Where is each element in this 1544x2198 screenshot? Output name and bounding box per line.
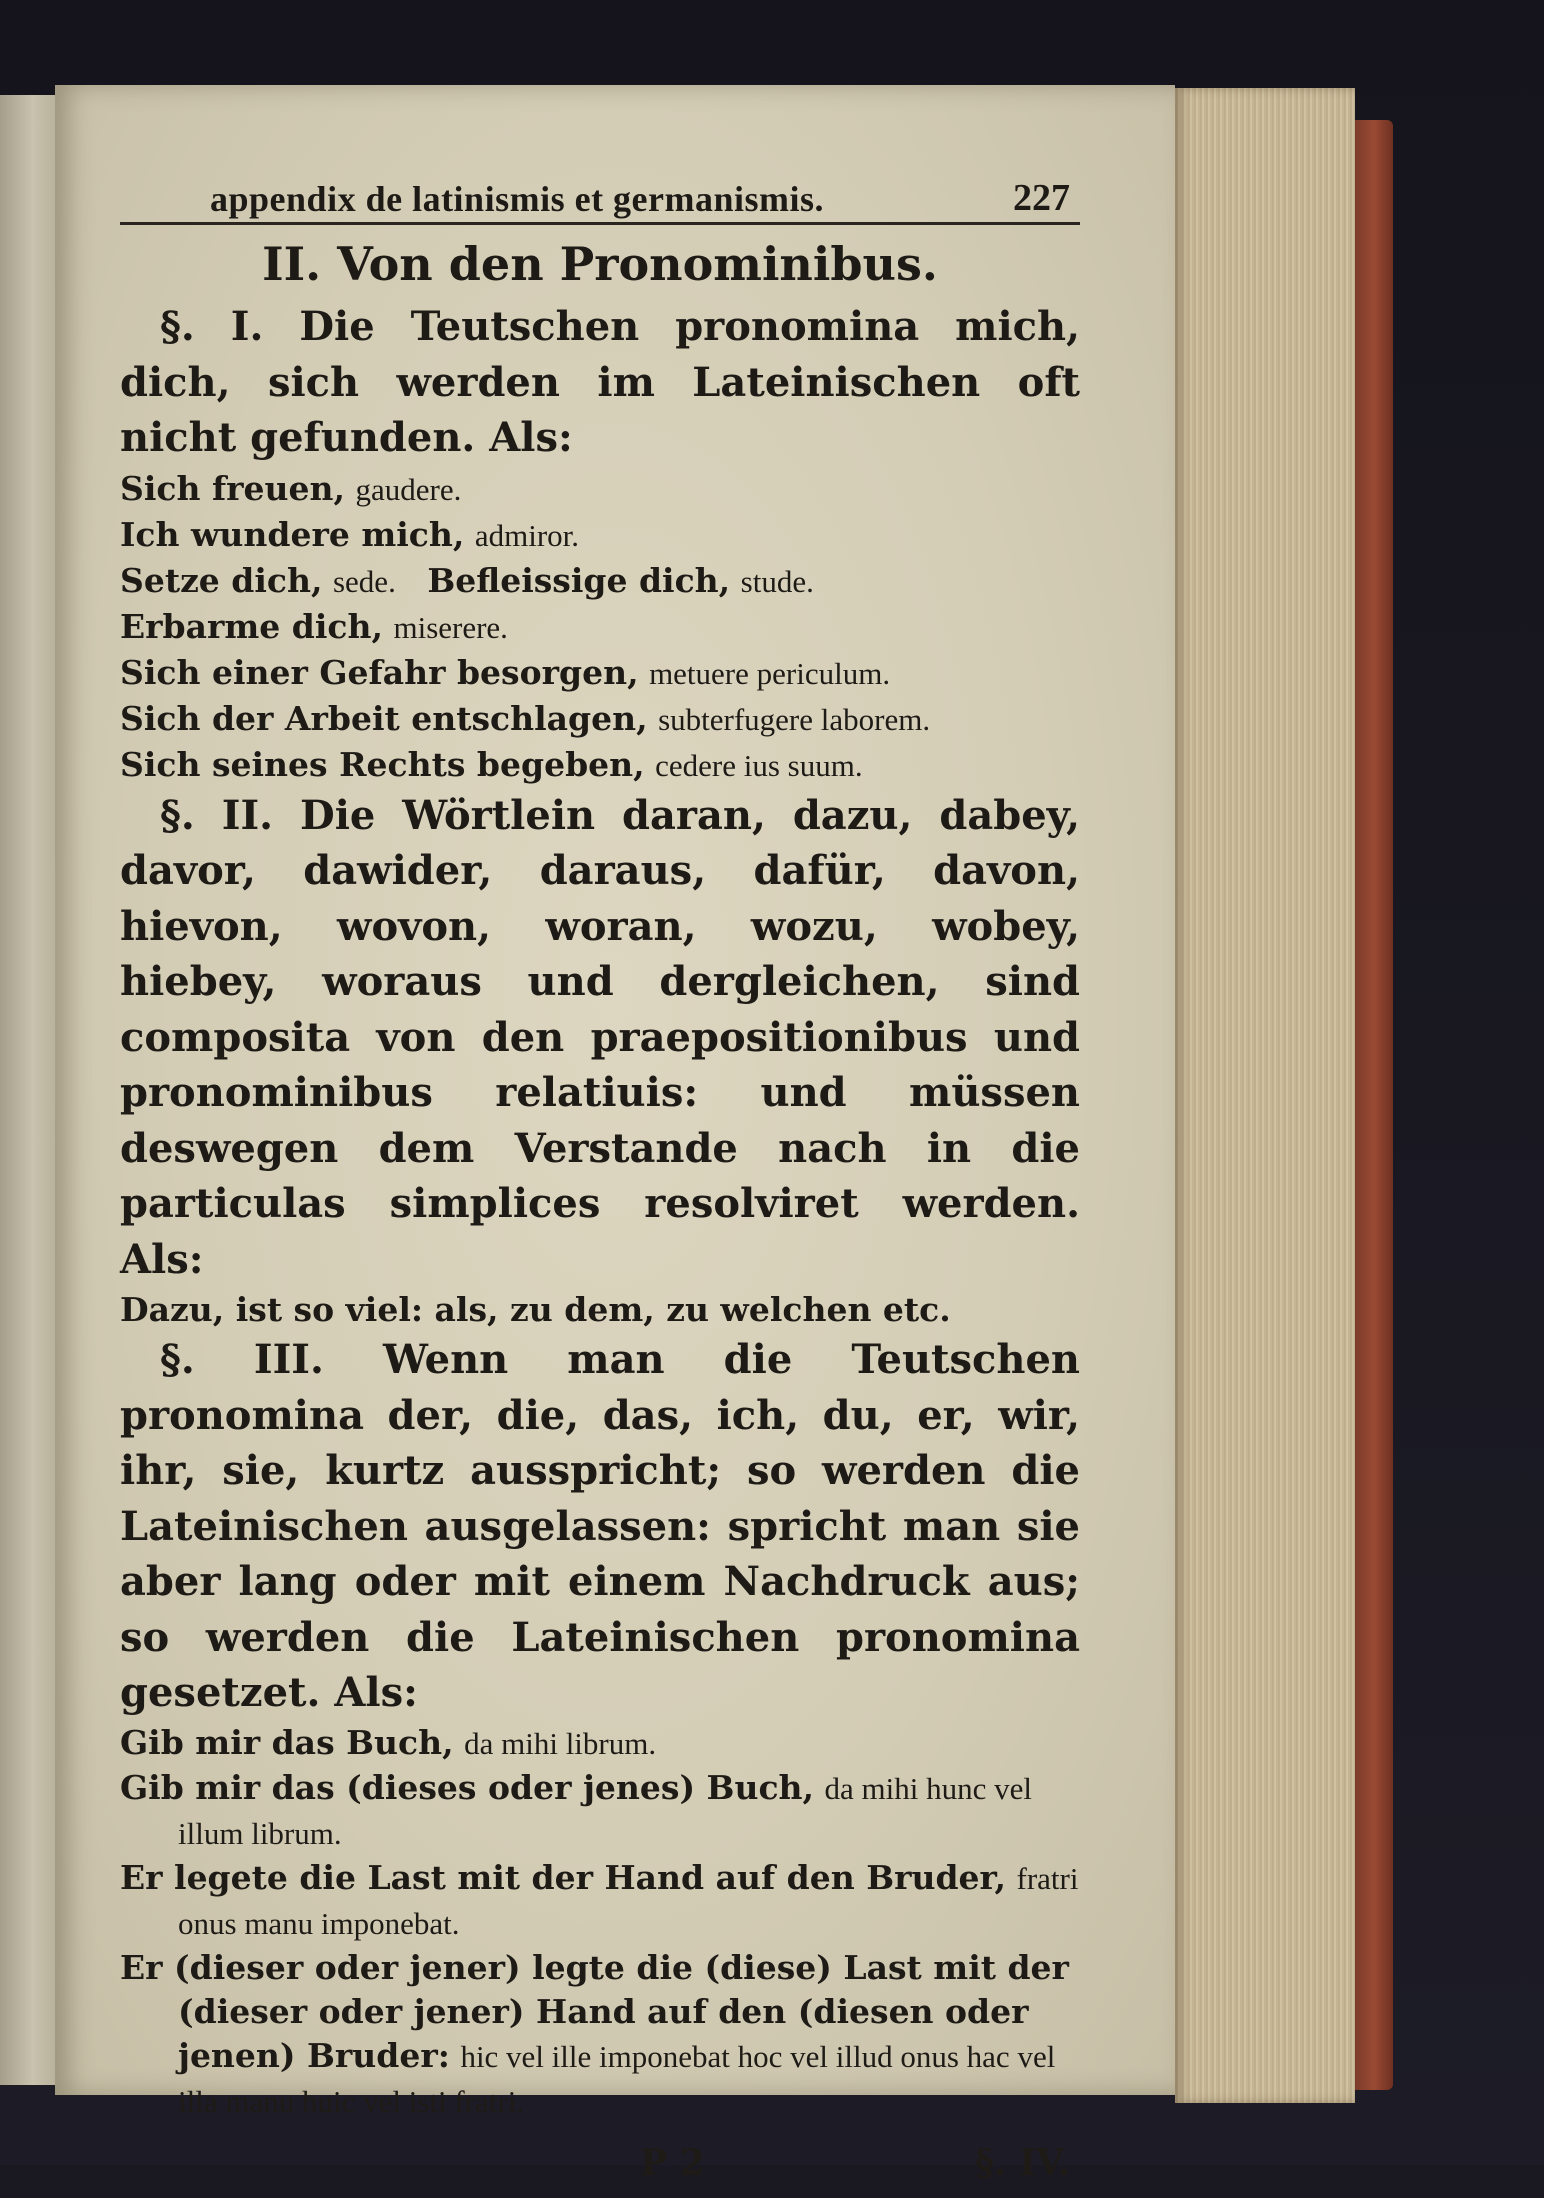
example-line: Sich einer Gefahr besorgen, metuere periculum. — [120, 652, 891, 692]
example-line: Sich der Arbeit entschlagen, subterfugere laborem. — [120, 698, 931, 738]
example-line: Setze dich, sede. Befleissige dich, stude. — [120, 560, 814, 600]
page-block-edges — [1175, 88, 1355, 2103]
page-number: 227 — [1013, 177, 1070, 219]
paragraph-1: §. I. Die Teutschen pronomina mich, dich, sich werden im Lateinischen oft nicht gefunden. Als: — [120, 303, 1080, 461]
page-footer — [120, 2138, 1080, 2198]
running-head-title: appendix de latinismis et germanismis. — [210, 179, 825, 219]
catchword: §. IV. — [975, 2141, 1070, 2184]
running-head — [120, 170, 1080, 225]
examples-list-3 — [120, 1721, 1080, 2124]
facing-page-edge — [0, 95, 57, 2085]
signature-mark: P 2 — [640, 2141, 705, 2184]
example-line: Ich wundere mich, admiror. — [120, 514, 580, 554]
example-line: Sich seines Rechts begeben, cedere ius suum. — [120, 744, 863, 784]
text-block — [120, 170, 1080, 2198]
examples-list-1 — [120, 466, 1080, 788]
example-line: Er (dieser oder jener) legte die (diese) Last mit der (dieser oder jener) Hand auf den (diesen oder jenen) Bruder: hic vel ille imponebat hoc vel illud onus hac vel illa manu huic vel isti fratri. — [120, 1947, 1069, 2119]
paragraph-3: §. III. Wenn man die Teutschen pronomina der, die, das, ich, du, er, wir, ihr, sie, kurtz ausspricht; so werden die Lateinischen ausgelassen: spricht man sie aber lang oder mit einem Nachdruck aus; so werden die Lateinischen pronomina gesetzet. Als: — [120, 1336, 1080, 1716]
example-line: Gib mir das Buch, da mihi librum. — [120, 1722, 657, 1762]
section-heading: II. Von den Pronominibus. — [262, 237, 938, 291]
paragraph-2: §. II. Die Wörtlein daran, dazu, dabey, davor, dawider, daraus, dafür, davon, hievon, wovon, woran, wozu, wobey, hiebey, woraus und dergleichen, sind composita von den praepositionibus und pronominibus relatiuis: und müssen deswegen dem Verstande nach in die particulas simplices resolviret werden. Als: — [120, 791, 1080, 1283]
example-line: Sich freuen, gaudere. — [120, 468, 462, 508]
example-2: Dazu, ist so viel: als, zu dem, zu welchen etc. — [120, 1290, 951, 1329]
book-cover — [1355, 120, 1393, 2090]
example-line: Erbarme dich, miserere. — [120, 606, 508, 646]
example-line: Er legete die Last mit der Hand auf den Bruder, fratri onus manu imponebat. — [120, 1857, 1079, 1941]
example-line: Gib mir das (dieses oder jenes) Buch, da mihi hunc vel illum librum. — [120, 1767, 1032, 1851]
